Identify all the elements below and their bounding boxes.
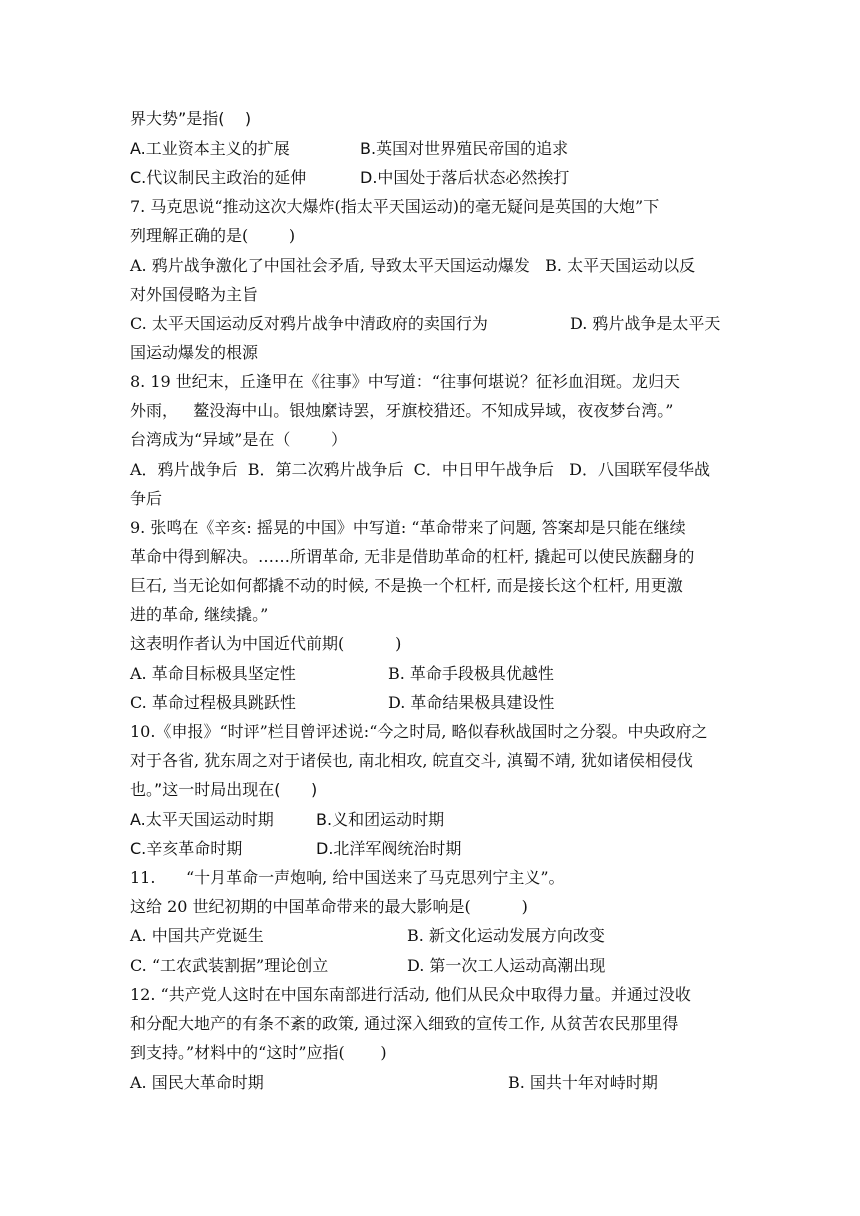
q9-option-b: B. 革命手段极具优越性	[388, 664, 554, 683]
q6-options-cd	[130, 168, 730, 188]
q8-question: 台湾成为“异域”是在（ ）	[130, 430, 348, 449]
q10-stem: 10.《申报》“时评”栏目曾评述说:“今之时局, 略似春秋战国时之分裂。中央政府之	[130, 722, 708, 741]
q6-option-a: A.工业资本主义的扩展	[130, 139, 290, 158]
q12-stem-cont2: 到支持。”材料中的“这时”应指( )	[130, 1043, 387, 1062]
q12-stem: 12. “共产党人这时在中国东南部进行活动, 他们从民众中取得力量。并通过没收	[130, 985, 691, 1004]
q12-option-a: A. 国民大革命时期	[130, 1073, 264, 1092]
q9-stem-cont1: 革命中得到解决。……所谓革命, 无非是借助革命的杠杆, 撬起可以使民族翻身的	[130, 547, 695, 566]
q9-options-ab	[130, 664, 730, 684]
q8-stem: 8. 19 世纪末，丘逢甲在《往事》中写道：“往事何堪说？征衫血泪斑。龙归天	[130, 372, 680, 391]
q7-option-d: D. 鸦片战争是太平天	[570, 314, 721, 333]
q6-options-ab	[130, 139, 730, 159]
q8-option-d-cont: 争后	[130, 489, 163, 508]
q9-option-d: D. 革命结果极具建设性	[388, 693, 555, 712]
q9-question: 这表明作者认为中国近代前期( )	[130, 634, 402, 653]
q11-option-a: A. 中国共产党诞生	[130, 926, 264, 945]
q6-option-d: D.中国处于落后状态必然挨打	[360, 168, 570, 187]
q7-options-cd	[130, 314, 730, 334]
q9-option-c: C. 革命过程极具跳跃性	[130, 693, 296, 712]
q11-options-ab	[130, 926, 730, 946]
q10-stem-cont2: 也。”这一时局出现在( )	[130, 780, 318, 799]
q9-stem-cont3: 进的革命, 继续撬。”	[130, 605, 269, 624]
q9-stem-cont2: 巨石, 当无论如何都撬不动的时候, 不是换一个杠杆, 而是接长这个杠杆, 用更激	[130, 576, 683, 595]
q7-option-d-cont: 国运动爆发的根源	[130, 343, 259, 362]
q8-stem-cont: 外雨， 鳌没海中山。银烛縻诗罢，牙旗校猎还。不知成异域，夜夜梦台湾。”	[130, 401, 674, 420]
q11-question: 这给 20 世纪初期的中国革命带来的最大影响是( )	[130, 897, 528, 916]
q6-option-c: C.代议制民主政治的延伸	[130, 168, 307, 187]
q10-option-d: D.北洋军阀统治时期	[316, 839, 462, 858]
q12-stem-cont1: 和分配大地产的有条不紊的政策, 通过深入细致的宣传工作, 从贫苦农民那里得	[130, 1014, 679, 1033]
q10-option-b: B.义和团运动时期	[316, 810, 445, 829]
q11-options-cd	[130, 956, 730, 976]
q10-stem-cont1: 对于各省, 犹东周之对于诸侯也, 南北相攻, 皖直交斗, 滇蜀不靖, 犹如诸侯相侵伐	[130, 751, 693, 770]
q11-option-c: C. “工农武装割据”理论创立	[130, 956, 329, 975]
q10-option-a: A.太平天国运动时期	[130, 810, 274, 829]
q9-option-a: A. 革命目标极具坚定性	[130, 664, 296, 683]
q10-option-c: C.辛亥革命时期	[130, 839, 243, 858]
q8-options: A．鸦片战争后 B．第二次鸦片战争后 C．中日甲午战争后 D．八国联军侵华战	[130, 460, 710, 479]
q6-option-b: B.英国对世界殖民帝国的追求	[360, 139, 569, 158]
q7-options-ab: A. 鸦片战争激化了中国社会矛盾, 导致太平天国运动爆发 B. 太平天国运动以反	[130, 256, 696, 275]
q7-option-c: C. 太平天国运动反对鸦片战争中清政府的卖国行为	[130, 314, 488, 333]
q7-stem-cont: 列理解正确的是( )	[130, 226, 296, 245]
q10-options-cd	[130, 839, 730, 859]
q11-option-b: B. 新文化运动发展方向改变	[407, 926, 605, 945]
q9-options-cd	[130, 693, 730, 713]
q12-option-b: B. 国共十年对峙时期	[508, 1073, 658, 1092]
q7-option-b-cont: 对外国侵略为主旨	[130, 285, 259, 304]
q11-option-d: D. 第一次工人运动高潮出现	[407, 956, 606, 975]
q6-stem-tail: 界大势”是指( )	[130, 109, 252, 128]
q10-options-ab	[130, 810, 730, 830]
q12-options-ab	[130, 1073, 730, 1093]
q11-stem: 11. “十月革命一声炮响, 给中国送来了马克思列宁主义”。	[130, 868, 565, 887]
q7-stem: 7. 马克思说“推动这次大爆炸(指太平天国运动)的毫无疑问是英国的大炮”下	[130, 197, 660, 216]
q9-stem: 9. 张鸣在《辛亥: 摇晃的中国》中写道: “革命带来了问题, 答案却是只能在继续	[130, 518, 686, 537]
